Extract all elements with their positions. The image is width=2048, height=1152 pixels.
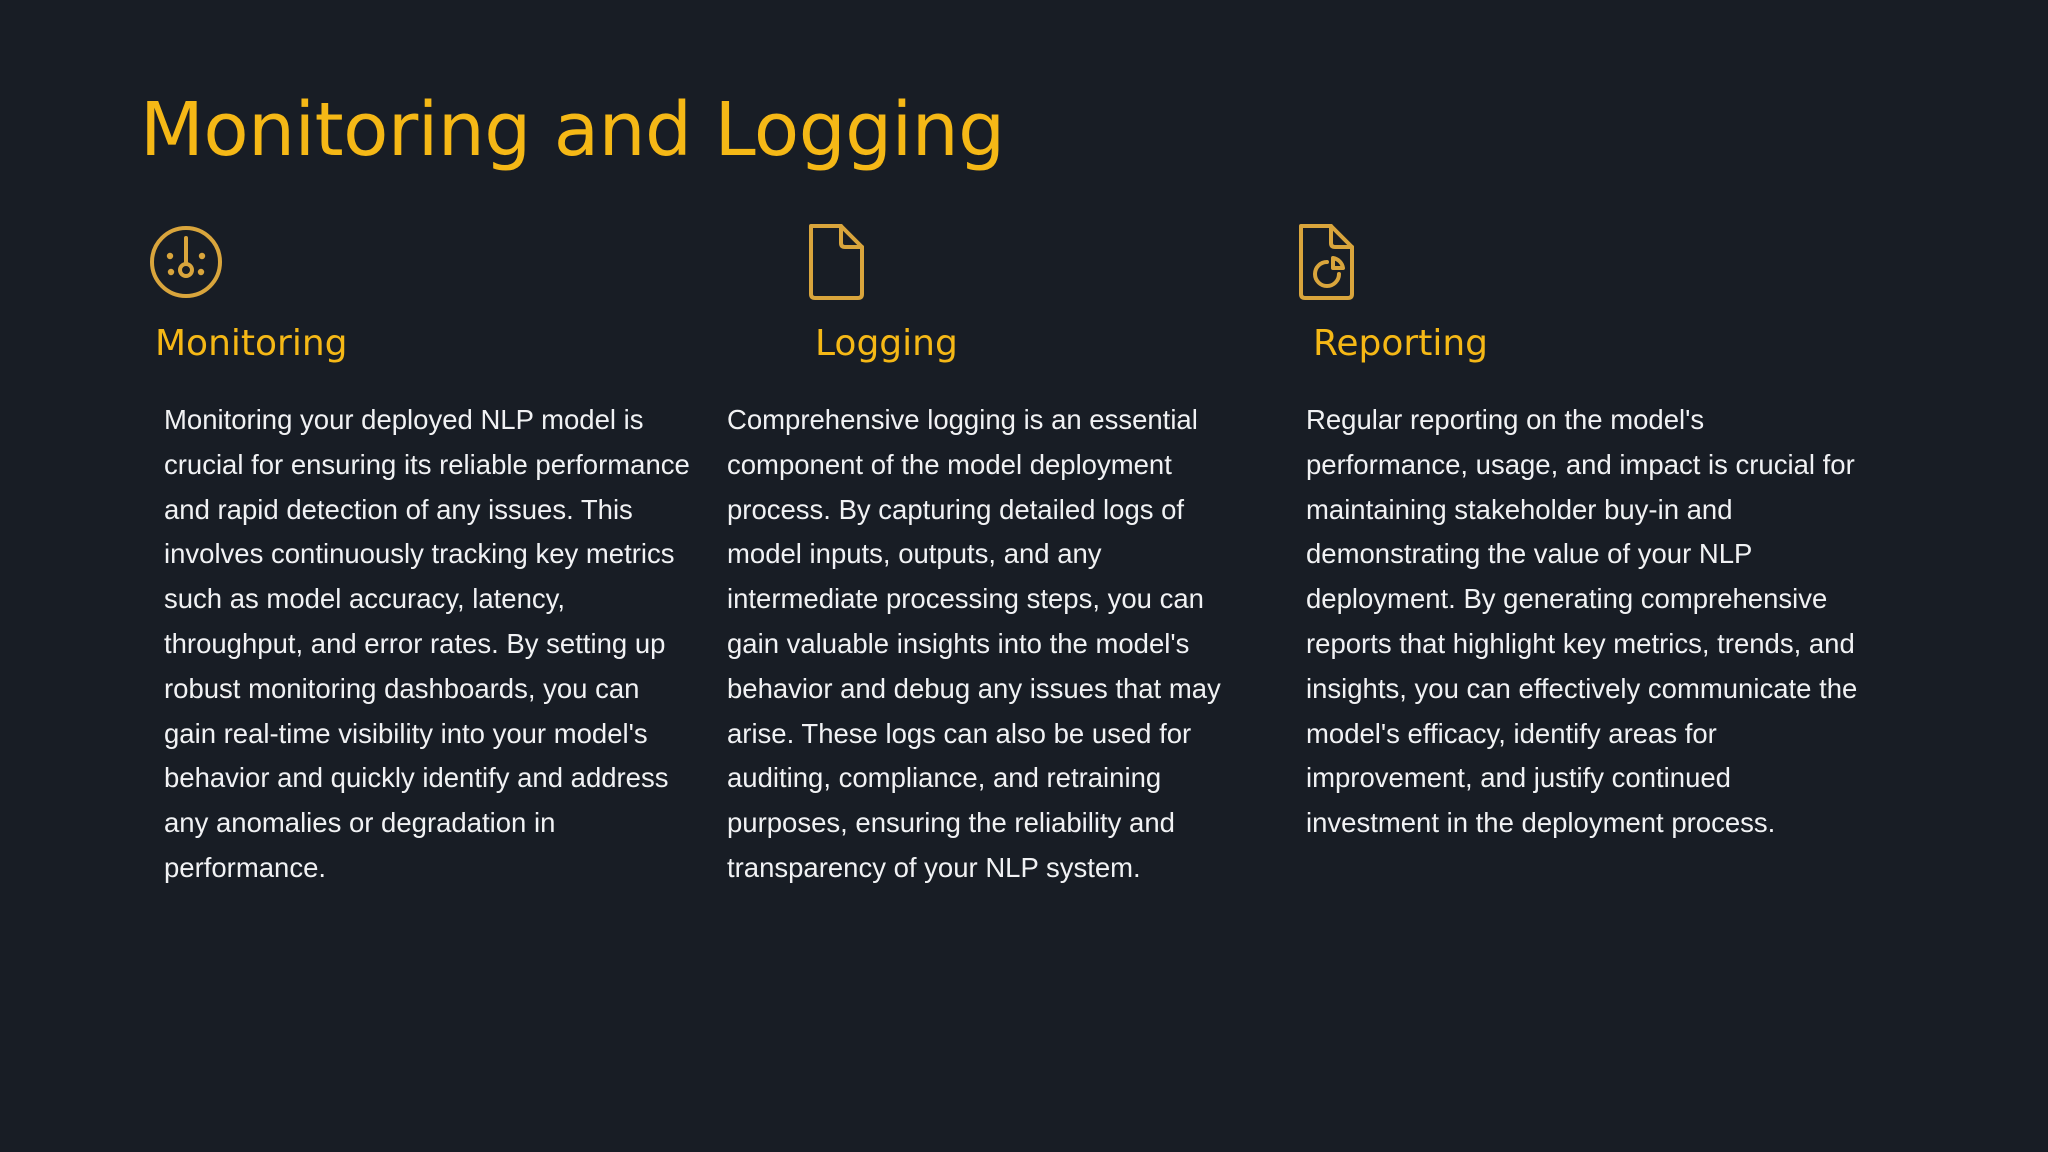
logging-description: Comprehensive logging is an essential component of the model deployment process. By capturing detailed logs of model inputs, outputs, and any intermediate processing steps, you can gain valuable insights into the model's behavior and debug any issues that may arise. These logs can also be used for auditing, compliance, and retraining purposes, ensuring the reliability and transparency of your NLP system. [727,404,1221,883]
monitoring-heading: Monitoring [155,323,348,364]
logging-heading: Logging [815,323,958,364]
reporting-heading: Reporting [1313,323,1489,364]
slide-title: Monitoring and Logging [140,87,1005,173]
monitoring-description: Monitoring your deployed NLP model is crucial for ensuring its reliable performance and rapid detection of any issues. This involves continuously tracking key metrics such as model accuracy, latency, throughput, and error rates. By setting up robust monitoring dashboards, you can gain real-time visibility into your model's behavior and quickly identify and address any anomalies or degradation in performance. [164,404,690,883]
logging-column [727,222,1221,883]
monitoring-column [140,222,690,883]
document-icon [798,222,878,302]
gauge-icon [146,222,226,302]
report-chart-icon [1288,222,1368,302]
reporting-description: Regular reporting on the model's performance, usage, and impact is crucial for maintaining stakeholder buy-in and demonstrating the value of your NLP deployment. By generating comprehensive reports that highlight key metrics, trends, and insights, you can effectively communicate the model's efficacy, identify areas for improvement, and justify continued investment in the deployment process. [1306,404,1858,839]
reporting-column [1288,222,1858,839]
